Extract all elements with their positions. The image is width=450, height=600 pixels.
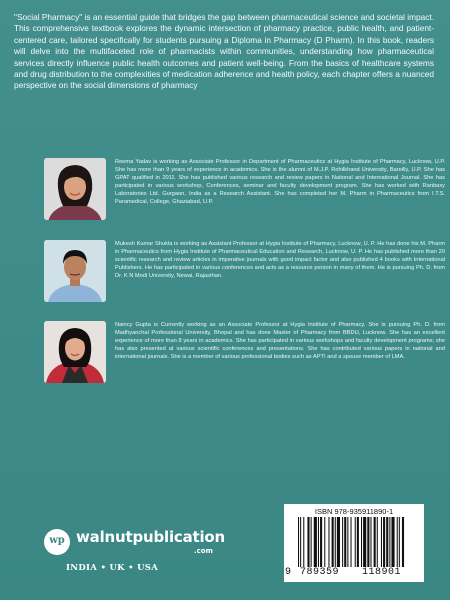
barcode-bars xyxy=(292,517,416,567)
author-bio: Mukesh Kumar Shukla is working as Assistant Professor at Hygia Institute of Pharmacy, Lucknow, U. P. He has done his M. Pharm in Pharmaceutics from Hygia Institute of Pharmaceutical Education and Research, Lucknow, U. P. He has published more than 20 scientific research and review articles in imperative journals with good impact factor and also published 4 books with International Publishers. He has participated in various conferences and acts as a resource person in many of them. He is pursuing Ph. D. from Dr. K N Modi University, Newai, Rajasthan. xyxy=(115,241,445,280)
publisher-countries: INDIA • UK • USA xyxy=(66,563,159,573)
publisher-domain: .com xyxy=(194,547,213,555)
walnut-logo-icon: wp xyxy=(44,529,70,555)
isbn-number: ISBN 978-935911890-1 xyxy=(314,507,394,516)
barcode-digits-left: 789359 xyxy=(300,567,340,578)
author-photo xyxy=(44,240,106,302)
author-photo xyxy=(44,158,106,220)
book-blurb: "Social Pharmacy" is an essential guide that bridges the gap between pharmaceutical science and societal impact. This comprehensive textbook explores the dynamic intersection of pharmacy practice, public health, and patient-centered care, tailored specifically for students pursuing a Diploma in Pharmacy (D Pharm). In this book, readers will delve into the multifaceted role of pharmacists within communities, understanding how pharmaceutical services directly influence public health outcomes and patient well-being. From the basics of healthcare systems and drug distribution to the complexities of medication adherence and health policy, each chapter offers a nuanced perspective on the social dimensions of pharmacy xyxy=(14,12,434,91)
publisher-logo xyxy=(44,527,224,577)
barcode-digits-right: 118901 xyxy=(362,567,402,578)
author-photo xyxy=(44,321,106,383)
author-bio: Reema Yadav is working as Associate Professor in Department of Pharmaceutics at Hygia Institute of Pharmacy, Lucknow, U.P. She has more than 9 years of experience in academics. She is the alumni of M.J.P. Rohilkhand University, Bareilly, U.P. She has GPAT qualified in 2011. She has published various research and review papers in National and International Journal. She has participated in various workshop, Conferences, seminar and faculty development program. She has worked with Ranbaxy Laboratories Ltd. Gurgaon, India as a Research Assistant. She has completed her M. Pharm in Pharmaceutics from I.T.S. Paramedical, College, Ghaziabad, U.P. xyxy=(115,159,445,206)
publisher-name: walnutpublication xyxy=(76,528,225,546)
isbn-barcode xyxy=(284,504,424,582)
author-bio: Naincy Gupta is Currently working as an Associate Professor at Hygia Institute of Pharmacy. She is pursuing Ph. D. from Madhyanchal Professional University, Bhopal and has done Master of Pharmacy from BBDU, Lucknow. She has an excellent experience of more than 8 years in academics. She has participated in various workshops and faculty development programs; she has also presented at various scientific conferences and presentations. She has contributed various papers in national and international journals. She is a member of various professional bodies such as APTI and a spouse member of LMA. xyxy=(115,322,445,361)
barcode-digit-first: 9 xyxy=(285,567,292,578)
